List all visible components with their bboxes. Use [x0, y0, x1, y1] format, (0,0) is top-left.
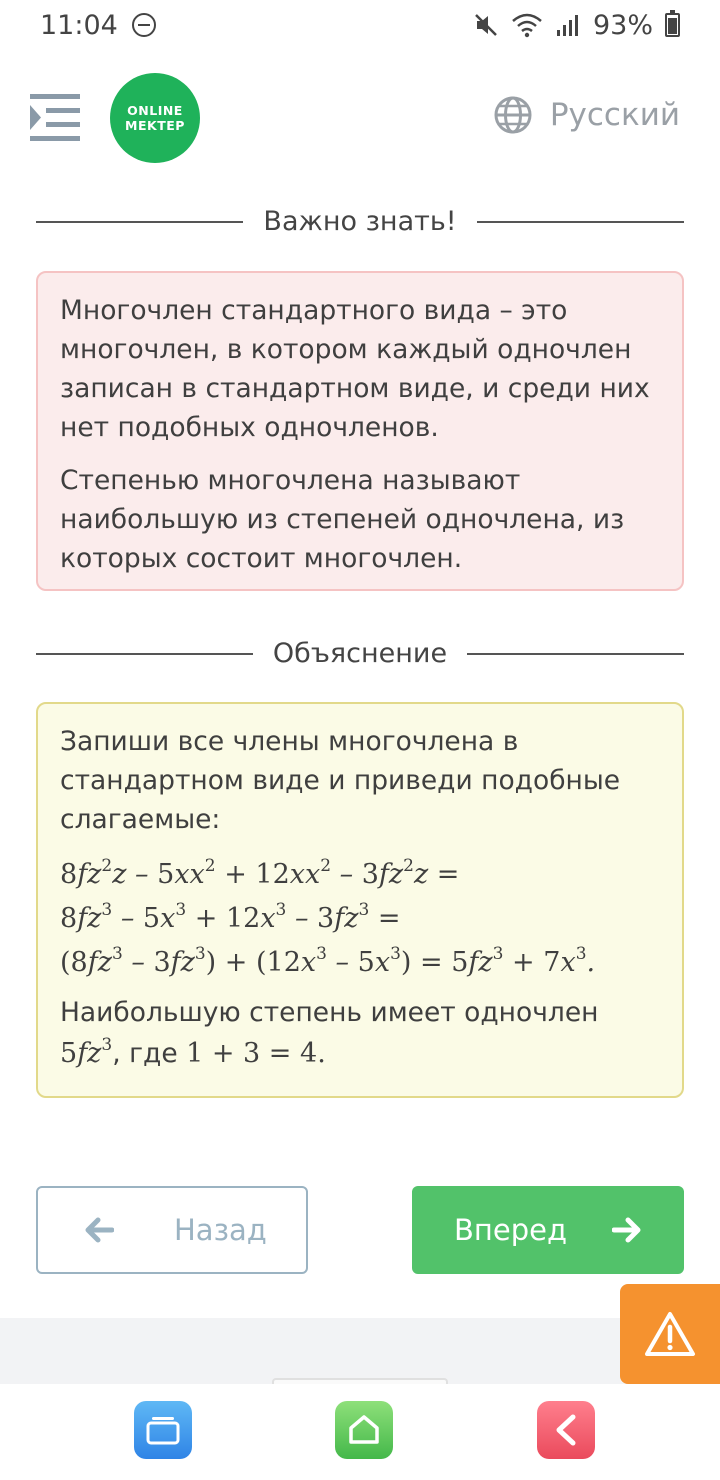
do-not-disturb-icon [132, 13, 156, 37]
arrow-left-icon [84, 1217, 114, 1243]
formula-line-1: $8fz^2z - 5xx^2 + 12xx^2 - 3fz^2z$ = [60, 856, 460, 890]
logo-line-2: MEKTEP [125, 118, 185, 133]
recent-apps-icon [146, 1415, 180, 1445]
status-time: 11:04 [40, 9, 118, 41]
divider-line [477, 221, 684, 223]
logo-line-1: ONLINE [127, 103, 183, 118]
explanation-formula [60, 853, 660, 985]
outro-monomial: $5fz^3$ [60, 1035, 113, 1069]
important-definition-standard: Многочлен стандартного вида – это многочлен, в котором каждый одночлен записан в стандартном виде, и среди них нет подобных одночленов. [60, 295, 650, 443]
wifi-icon [511, 12, 543, 38]
signal-icon [555, 12, 581, 38]
mute-icon [473, 12, 499, 38]
recent-apps-button[interactable] [134, 1401, 192, 1459]
footer-area [0, 1318, 720, 1384]
system-navigation-bar [0, 1384, 720, 1480]
warning-icon [644, 1311, 696, 1357]
language-selector[interactable] [494, 96, 680, 134]
outro-text: Наибольшую степень имеет одночлен [60, 997, 599, 1028]
important-definition-degree: Степенью многочлена называют наибольшую из степеней одночлена, из которых состоит многочлен. [60, 465, 625, 574]
back-label: Назад [174, 1213, 267, 1247]
divider-line [36, 653, 253, 655]
outro-separator: , где [112, 1038, 178, 1069]
globe-icon [494, 96, 532, 134]
home-icon [347, 1414, 381, 1446]
battery-percent: 93% [592, 9, 653, 41]
menu-button[interactable] [30, 92, 82, 144]
report-problem-button[interactable] [620, 1284, 720, 1384]
divider-line [36, 221, 243, 223]
next-label: Вперед [454, 1213, 567, 1247]
battery-icon [665, 13, 680, 37]
outro-degree-sum: 1 + 3 = 4. [186, 1038, 326, 1069]
explanation-outro [60, 993, 660, 1076]
app-header [0, 68, 720, 168]
next-button[interactable] [412, 1186, 684, 1274]
explanation-title: Объяснение [272, 638, 448, 669]
important-card [36, 271, 684, 591]
explanation-card [36, 702, 684, 1098]
system-back-button[interactable] [537, 1401, 595, 1459]
important-divider [36, 206, 684, 237]
formula-line-3: $(8fz^3 - 3fz^3) + (12x^3 - 5x^3) = 5fz^3 + 7x^3$. [60, 944, 596, 978]
status-icons [473, 10, 680, 41]
menu-icon [30, 92, 82, 144]
back-button[interactable] [36, 1186, 308, 1274]
explanation-intro: Запиши все члены многочлена в стандартном виде и приведи подобные слагаемые: [60, 726, 621, 835]
arrow-right-icon [612, 1217, 642, 1243]
divider-line [467, 653, 684, 655]
status-bar [0, 0, 720, 50]
language-label: Русский [549, 97, 680, 133]
formula-line-2: $8fz^3 - 5x^3 + 12x^3 - 3fz^3$ = [60, 900, 401, 934]
back-chevron-icon [551, 1413, 581, 1447]
online-mektep-logo[interactable] [110, 73, 200, 163]
important-title: Важно знать! [263, 206, 457, 237]
home-button[interactable] [335, 1401, 393, 1459]
explanation-divider [36, 638, 684, 669]
